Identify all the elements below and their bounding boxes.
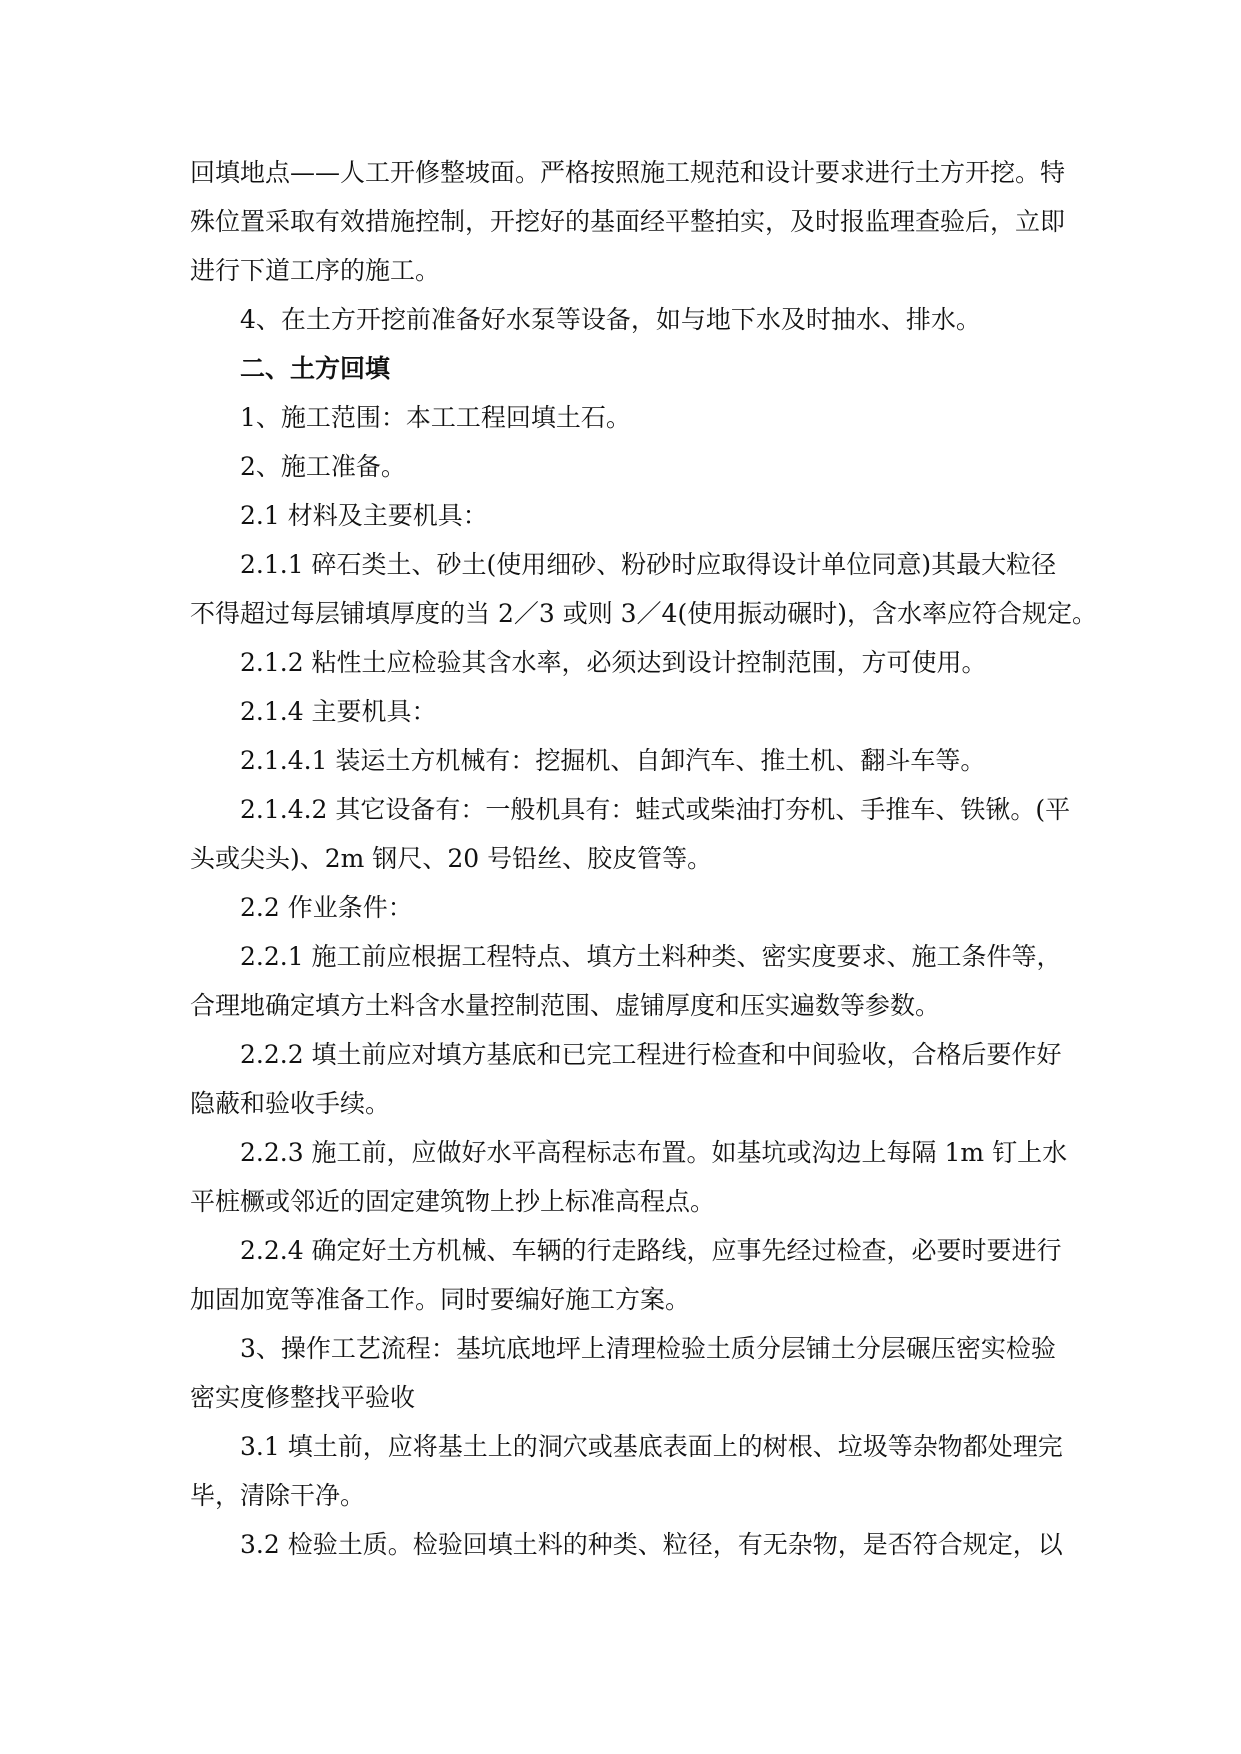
text-line: 2.1.4.1 装运土方机械有：挖掘机、自卸汽车、推土机、翻斗车等。 xyxy=(240,746,986,775)
text-line: 2.1 材料及主要机具： xyxy=(240,501,488,530)
text-line: 2.2.3 施工前，应做好水平高程标志布置。如基坑或沟边上每隔 1m 钉上水 xyxy=(240,1138,1068,1167)
text-line: 2.2.1 施工前应根据工程特点、填方土料种类、密实度要求、施工条件等， xyxy=(240,942,1062,971)
text-line: 1、施工范围：本工工程回填土石。 xyxy=(240,403,631,432)
text-line: 2.1.4.2 其它设备有：一般机具有：蛙式或柴油打夯机、手推车、铁锹。(平 xyxy=(240,795,1071,824)
text-line: 回填地点——人工开修整坡面。严格按照施工规范和设计要求进行土方开挖。特 xyxy=(190,158,1066,187)
text-line: 头或尖头)、2m 钢尺、20 号铅丝、胶皮管等。 xyxy=(190,844,713,873)
text-line: 2.2.4 确定好土方机械、车辆的行走路线，应事先经过检查，必要时要进行 xyxy=(240,1236,1062,1265)
text-line: 2.1.4 主要机具： xyxy=(240,697,437,726)
text-line: 4、在土方开挖前准备好水泵等设备，如与地下水及时抽水、排水。 xyxy=(240,305,981,334)
text-line: 隐蔽和验收手续。 xyxy=(190,1089,391,1118)
text-line: 殊位置采取有效措施控制，开挖好的基面经平整拍实，及时报监理查验后，立即 xyxy=(190,207,1066,236)
document-body xyxy=(190,148,1097,1569)
text-line: 不得超过每层铺填厚度的当 2／3 或则 3／4(使用振动碾时)，含水率应符合规定。 xyxy=(190,599,1097,628)
text-line: 3.1 填土前，应将基土上的洞穴或基底表面上的树根、垃圾等杂物都处理完 xyxy=(240,1432,1063,1461)
text-line: 3.2 检验土质。检验回填土料的种类、粒径，有无杂物，是否符合规定，以 xyxy=(240,1530,1063,1559)
text-line: 进行下道工序的施工。 xyxy=(190,256,441,285)
text-line: 2.2 作业条件： xyxy=(240,893,413,922)
text-line: 2.1.1 碎石类土、砂土(使用细砂、粉砂时应取得设计单位同意)其最大粒径 xyxy=(240,550,1057,579)
text-line: 2、施工准备。 xyxy=(240,452,406,481)
text-line: 合理地确定填方土料含水量控制范围、虚铺厚度和压实遍数等参数。 xyxy=(190,991,941,1020)
text-line: 2.1.2 粘性土应检验其含水率，必须达到设计控制范围，方可使用。 xyxy=(240,648,987,677)
text-line: 加固加宽等准备工作。同时要编好施工方案。 xyxy=(190,1285,691,1314)
text-line: 平桩橛或邻近的固定建筑物上抄上标准高程点。 xyxy=(190,1187,716,1216)
section-heading: 二、土方回填 xyxy=(240,354,391,383)
text-line: 2.2.2 填土前应对填方基底和已完工程进行检查和中间验收，合格后要作好 xyxy=(240,1040,1062,1069)
text-line: 3、操作工艺流程：基坑底地坪上清理检验土质分层铺土分层碾压密实检验 xyxy=(240,1334,1056,1363)
text-line: 密实度修整找平验收 xyxy=(190,1383,416,1412)
text-line: 毕，清除干净。 xyxy=(190,1481,366,1510)
